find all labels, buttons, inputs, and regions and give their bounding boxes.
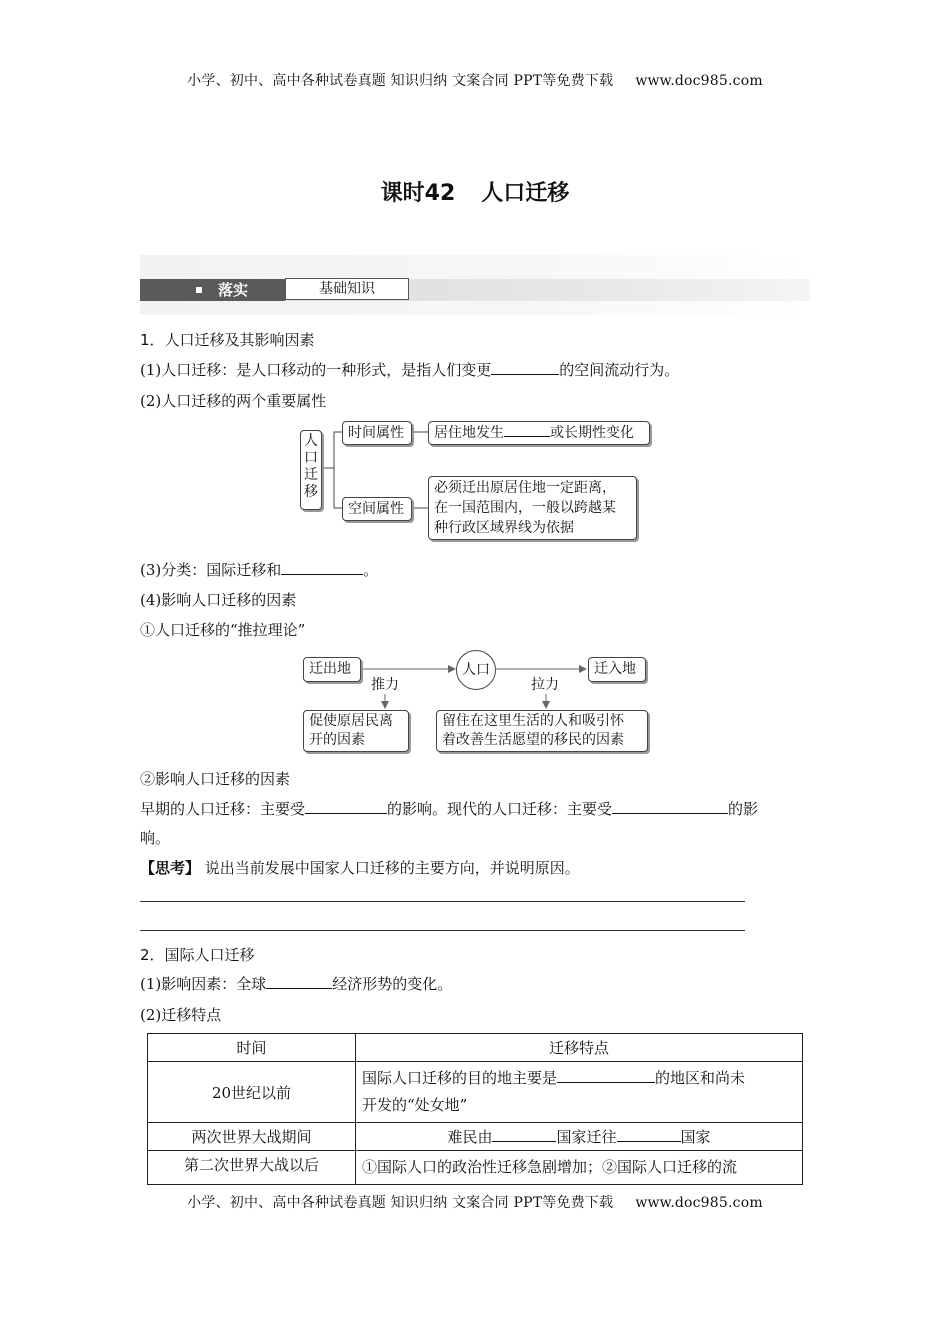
fill-blank[interactable]: [612, 799, 728, 814]
fill-blank[interactable]: [266, 974, 332, 989]
fill-blank[interactable]: [305, 799, 387, 814]
s1-paragraph-7-cont: 响。: [140, 829, 171, 847]
node-time-attribute: 时间属性: [342, 421, 412, 445]
title-lesson: 课时42: [380, 181, 456, 206]
think-question: [140, 857, 580, 878]
think-label: 【思考】: [140, 859, 201, 877]
table-cell-time: 第二次世界大战以后: [148, 1151, 356, 1185]
answer-line-1[interactable]: [140, 901, 745, 902]
title-topic: 人口迁移: [481, 181, 570, 206]
table-row: [148, 1062, 803, 1123]
fill-blank[interactable]: [491, 360, 559, 375]
banner-sub-label: 基础知识: [285, 278, 409, 300]
section-2-heading: 2．国际人口迁移: [140, 946, 255, 964]
s1-paragraph-7: 早期的人口迁移：主要受 的影响。现代的人口迁移：主要受 的影: [140, 800, 759, 818]
table-cell-time: 20世纪以前: [148, 1062, 356, 1123]
section-1-heading: 1．人口迁移及其影响因素: [140, 331, 315, 349]
migration-attributes-diagram: [300, 418, 660, 548]
s1-paragraph-2: (2)人口迁移的两个重要属性: [140, 392, 327, 410]
table-cell-feature: ①国际人口的政治性迁移急剧增加；②国际人口迁移的流: [356, 1151, 803, 1185]
footer-text: 小学、初中、高中各种试卷真题 知识归纳 文案合同 PPT等免费下载: [187, 1195, 614, 1211]
fill-blank[interactable]: [617, 1127, 681, 1142]
banner-dark-tab: [140, 279, 285, 301]
fill-blank[interactable]: [557, 1068, 655, 1083]
node-population: 人口: [456, 650, 496, 690]
table-row: [148, 1123, 803, 1151]
table-cell-time: 两次世界大战期间: [148, 1123, 356, 1151]
page-title: [0, 176, 950, 207]
think-text: 说出当前发展中国家人口迁移的主要方向，并说明原因。: [204, 859, 580, 877]
node-origin: 迁出地: [303, 657, 361, 682]
table-header-cell: 时间: [148, 1034, 356, 1062]
s2-paragraph-2: (2)迁移特点: [140, 1006, 222, 1024]
fill-blank[interactable]: [504, 422, 550, 437]
fill-blank[interactable]: [281, 560, 363, 575]
node-push-factors: 促使原居民离 开的因素: [303, 710, 409, 752]
root-node-migration: 人 口 迁 移: [300, 430, 322, 510]
migration-characteristics-table: [147, 1033, 803, 1185]
section-banner: [140, 255, 810, 315]
node-destination: 迁入地: [588, 657, 646, 682]
push-pull-diagram: [300, 650, 660, 756]
s1-paragraph-5: ①人口迁移的“推拉理论”: [140, 621, 306, 639]
answer-line-2[interactable]: [140, 930, 745, 931]
header-url: www.doc985.com: [635, 73, 763, 89]
page-footer: [0, 1192, 950, 1216]
table-cell-feature: 难民由 国家迁往 国家: [356, 1123, 803, 1151]
s1-paragraph-3: (3)分类：国际迁移和 。: [140, 561, 379, 579]
s2-paragraph-1: (1)影响因素：全球 经济形势的变化。: [140, 975, 453, 993]
s1-paragraph-6: ②影响人口迁移的因素: [140, 770, 291, 788]
table-header-cell: 迁移特点: [356, 1034, 803, 1062]
banner-main-label: 落实: [218, 281, 249, 299]
node-space-description: 必须迁出原居住地一定距离， 在一国范围内，一般以跨越某 种行政区域界线为依据: [428, 476, 637, 540]
s1-paragraph-1: (1)人口迁移：是人口移动的一种形式，是指人们变更 的空间流动行为。: [140, 361, 680, 379]
table-cell-feature: 国际人口迁移的目的地主要是 的地区和尚未 开发的“处女地”: [356, 1062, 803, 1123]
node-time-description: 居住地发生 或长期性变化: [428, 421, 650, 445]
table-header-row: [148, 1034, 803, 1062]
header-text: 小学、初中、高中各种试卷真题 知识归纳 文案合同 PPT等免费下载: [187, 73, 614, 89]
node-pull-factors: 留住在这里生活的人和吸引怀 着改善生活愿望的移民的因素: [436, 710, 648, 752]
pull-label: 拉力: [531, 677, 559, 693]
page-header: [0, 70, 950, 90]
square-bullet-icon: [196, 287, 202, 293]
table-row: [148, 1151, 803, 1185]
s1-paragraph-4: (4)影响人口迁移的因素: [140, 591, 297, 609]
fill-blank[interactable]: [492, 1127, 556, 1142]
node-space-attribute: 空间属性: [342, 497, 412, 521]
push-label: 推力: [371, 677, 399, 693]
footer-url: www.doc985.com: [635, 1195, 763, 1211]
